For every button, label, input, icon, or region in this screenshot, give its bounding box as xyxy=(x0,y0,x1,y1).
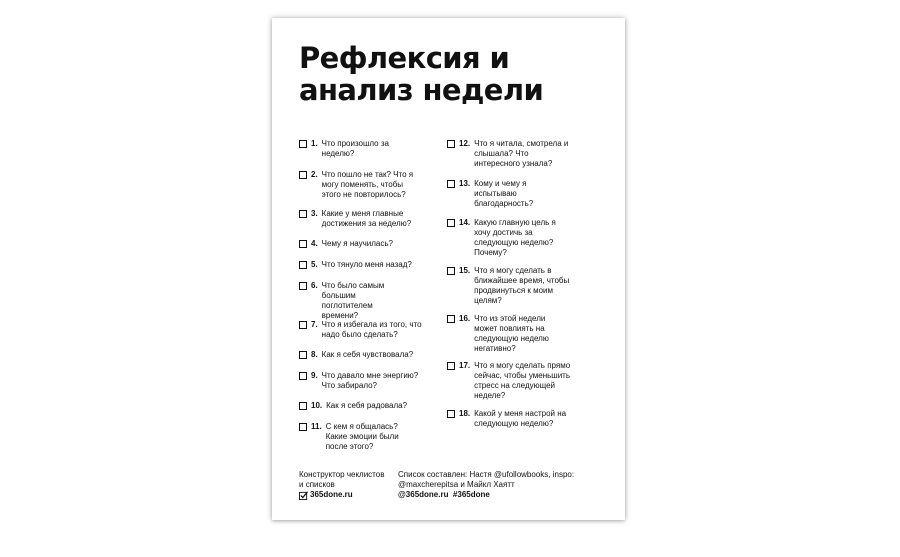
item-text: Чему я научилась? xyxy=(321,239,393,248)
brand-link[interactable] xyxy=(299,490,399,500)
item-text: Как я себя радовала? xyxy=(326,401,408,410)
checkbox[interactable] xyxy=(447,410,455,418)
item-number: 4. xyxy=(311,239,318,248)
constructor-line-2: и списков xyxy=(299,480,335,489)
checkbox[interactable] xyxy=(299,402,307,410)
checkbox[interactable] xyxy=(447,180,455,188)
item-number: 2. xyxy=(311,170,318,179)
checklist-item-1[interactable] xyxy=(299,139,399,159)
item-number: 16. xyxy=(459,314,471,323)
checkbox[interactable] xyxy=(447,267,455,275)
title-line-2: анализ недели xyxy=(299,73,544,107)
checkbox[interactable] xyxy=(299,321,307,329)
item-number: 12. xyxy=(459,139,471,148)
checklist-item-4[interactable] xyxy=(299,239,439,249)
checkbox[interactable] xyxy=(299,240,307,248)
item-text: С кем я общалась? Какие эмоции были после этого? xyxy=(325,422,399,451)
checkbox-check-icon xyxy=(299,491,308,500)
item-number: 14. xyxy=(459,218,471,227)
checklist-item-5[interactable] xyxy=(299,260,439,270)
checkbox[interactable] xyxy=(299,372,307,380)
checkbox[interactable] xyxy=(299,210,307,218)
item-number: 3. xyxy=(311,209,318,218)
credits-line-2: @maxcherepitsa и Майкл Хаятт xyxy=(398,480,515,489)
item-number: 18. xyxy=(459,409,471,418)
checkbox[interactable] xyxy=(299,282,307,290)
item-number: 9. xyxy=(311,371,318,380)
item-text: Какие у меня главные достижения за неделю? xyxy=(321,209,412,228)
hashtags: @365done.ru #365done xyxy=(398,490,490,499)
item-text: Что пошло не так? Что я могу поменять, чтобы этого не повторилось? xyxy=(321,170,414,199)
item-text: Что из этой недели может повлиять на следующую неделю негативно? xyxy=(474,314,549,353)
checkbox[interactable] xyxy=(299,351,307,359)
checklist-item-17[interactable] xyxy=(447,361,572,401)
item-number: 17. xyxy=(459,361,471,370)
checkbox[interactable] xyxy=(299,171,307,179)
item-number: 6. xyxy=(311,281,318,290)
item-text: Что давало мне энергию? Что забирало? xyxy=(321,371,419,390)
item-number: 1. xyxy=(311,139,318,148)
item-text: Что тянуло меня назад? xyxy=(321,260,412,269)
checklist-item-15[interactable] xyxy=(447,266,572,306)
item-number: 10. xyxy=(311,401,323,410)
checkbox[interactable] xyxy=(299,140,307,148)
checkbox[interactable] xyxy=(299,423,307,431)
item-number: 15. xyxy=(459,266,471,275)
checkbox[interactable] xyxy=(299,261,307,269)
checkbox[interactable] xyxy=(447,219,455,227)
item-number: 13. xyxy=(459,179,471,188)
item-text: Что произошло за неделю? xyxy=(321,139,389,158)
checklist-sheet xyxy=(272,18,625,520)
credits-line-1: Список составлен: Настя @ufollowbooks, inspo: xyxy=(398,470,575,479)
item-number: 8. xyxy=(311,350,318,359)
item-text: Что я избегала из того, что надо было сделать? xyxy=(321,320,422,339)
checklist-item-6[interactable] xyxy=(299,281,399,321)
checklist-item-12[interactable] xyxy=(447,139,572,169)
item-text: Что я могу сделать в ближайшее время, чтобы продвинуться к моим целям? xyxy=(474,266,570,305)
checkbox[interactable] xyxy=(447,362,455,370)
checklist-item-7[interactable] xyxy=(299,320,423,340)
checklist-item-2[interactable] xyxy=(299,170,423,200)
checklist-item-14[interactable] xyxy=(447,218,572,258)
checkbox[interactable] xyxy=(447,140,455,148)
item-number: 7. xyxy=(311,320,318,329)
item-text: Что я читала, смотрела и слышала? Что интересного узнала? xyxy=(474,139,569,168)
checklist-item-3[interactable] xyxy=(299,209,423,229)
checklist-item-10[interactable] xyxy=(299,401,439,411)
footer-credits xyxy=(398,470,608,500)
item-text: Какой у меня настрой на следующую неделю? xyxy=(474,409,567,428)
page-title xyxy=(299,42,599,106)
checklist-item-16[interactable] xyxy=(447,314,569,354)
item-text: Как я себя чувствовала? xyxy=(321,350,414,359)
item-number: 11. xyxy=(311,422,322,431)
item-text: Кому и чему я испытываю благодарность? xyxy=(474,179,534,208)
checkbox[interactable] xyxy=(447,315,455,323)
item-number: 5. xyxy=(311,260,318,269)
checklist-item-13[interactable] xyxy=(447,179,542,209)
checklist-item-11[interactable] xyxy=(299,422,409,452)
checklist-item-8[interactable] xyxy=(299,350,439,360)
item-text: Что было самым большим поглотителем времени? xyxy=(321,281,385,320)
checklist-item-18[interactable] xyxy=(447,409,587,429)
footer-constructor xyxy=(299,470,399,500)
checklist-item-9[interactable] xyxy=(299,371,419,391)
brand-text: 365done.ru xyxy=(310,490,353,499)
item-text: Какую главную цель я хочу достичь за следующую неделю? Почему? xyxy=(474,218,556,257)
title-line-1: Рефлексия и xyxy=(299,41,510,75)
item-text: Что я могу сделать прямо сейчас, чтобы уменьшить стресс на следующей неделе? xyxy=(474,361,571,400)
constructor-line-1: Конструктор чеклистов xyxy=(299,470,385,479)
